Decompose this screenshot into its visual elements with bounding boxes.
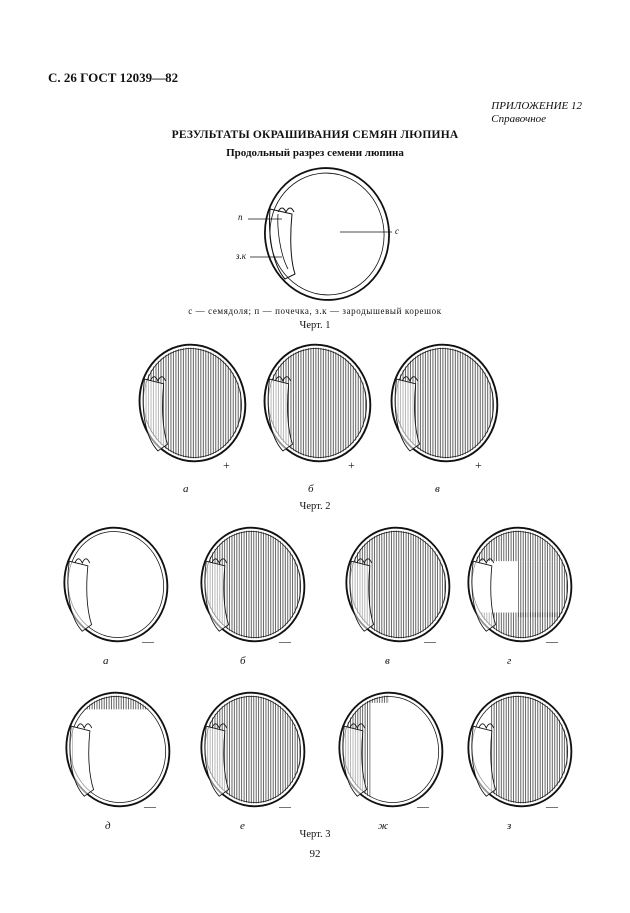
figure3-letter: д <box>105 820 111 832</box>
figure2-caption: Черт. 2 <box>299 501 331 512</box>
main-title: РЕЗУЛЬТАТЫ ОКРАШИВАНИЯ СЕМЯН ЛЮПИНА <box>171 129 459 141</box>
figure2-letter: в <box>435 483 440 495</box>
figure3-seed-7 <box>333 687 445 812</box>
figure3-letter: а <box>103 655 109 667</box>
figure3-sign: — <box>424 634 436 648</box>
appendix-block <box>491 100 582 126</box>
figure3-seed-3 <box>340 522 452 647</box>
seed-section-diagram <box>220 164 420 304</box>
figure3-seed-4 <box>462 522 574 647</box>
figure3-sign: — <box>279 634 291 648</box>
appendix-type: Справочное <box>491 113 547 125</box>
figure3-sign: — <box>546 799 558 813</box>
figure3-letter: г <box>507 655 512 667</box>
figure2-letter: а <box>183 483 189 495</box>
label-zk: з.к <box>236 251 246 261</box>
figure2-seed-2 <box>258 338 373 468</box>
page-number: 92 <box>309 848 321 860</box>
figure3-sign: — <box>142 634 154 648</box>
figure2-sign: + <box>223 458 230 472</box>
figure3-caption: Черт. 3 <box>299 829 331 840</box>
figure3-seed-6 <box>195 687 307 812</box>
figure3-sign: — <box>279 799 291 813</box>
figure3-seed-2 <box>195 522 307 647</box>
figure2-seed-3 <box>385 338 500 468</box>
figure3-letter: в <box>385 655 390 667</box>
figure3-seed-8 <box>462 687 574 812</box>
figure3-letter: ж <box>378 820 389 832</box>
figure2-sign: + <box>348 458 355 472</box>
figure3-sign: — <box>417 799 429 813</box>
figure3-letter: б <box>240 655 246 667</box>
figure1-caption: Черт. 1 <box>299 320 331 331</box>
figure2-sign: + <box>475 458 482 472</box>
page-header: С. 26 ГОСТ 12039—82 <box>48 70 179 85</box>
figure3-letter: з <box>507 820 512 832</box>
figure3-sign: — <box>546 634 558 648</box>
label-p: п <box>238 212 243 222</box>
figure2-letter: б <box>308 483 314 495</box>
figure3-letter: е <box>240 820 245 832</box>
figure1-subtitle: Продольный разрез семени люпина <box>226 147 404 159</box>
label-s: с <box>395 226 399 236</box>
appendix-title: ПРИЛОЖЕНИЕ 12 <box>491 100 582 112</box>
figure1-legend: с — семядоля; п — почечка, з.к — зародышевый корешок <box>188 306 442 316</box>
figure3-seed-1 <box>58 522 170 647</box>
figure3-sign: — <box>144 799 156 813</box>
figure2-seed-1 <box>133 338 248 468</box>
figure3-seed-5 <box>60 687 172 812</box>
